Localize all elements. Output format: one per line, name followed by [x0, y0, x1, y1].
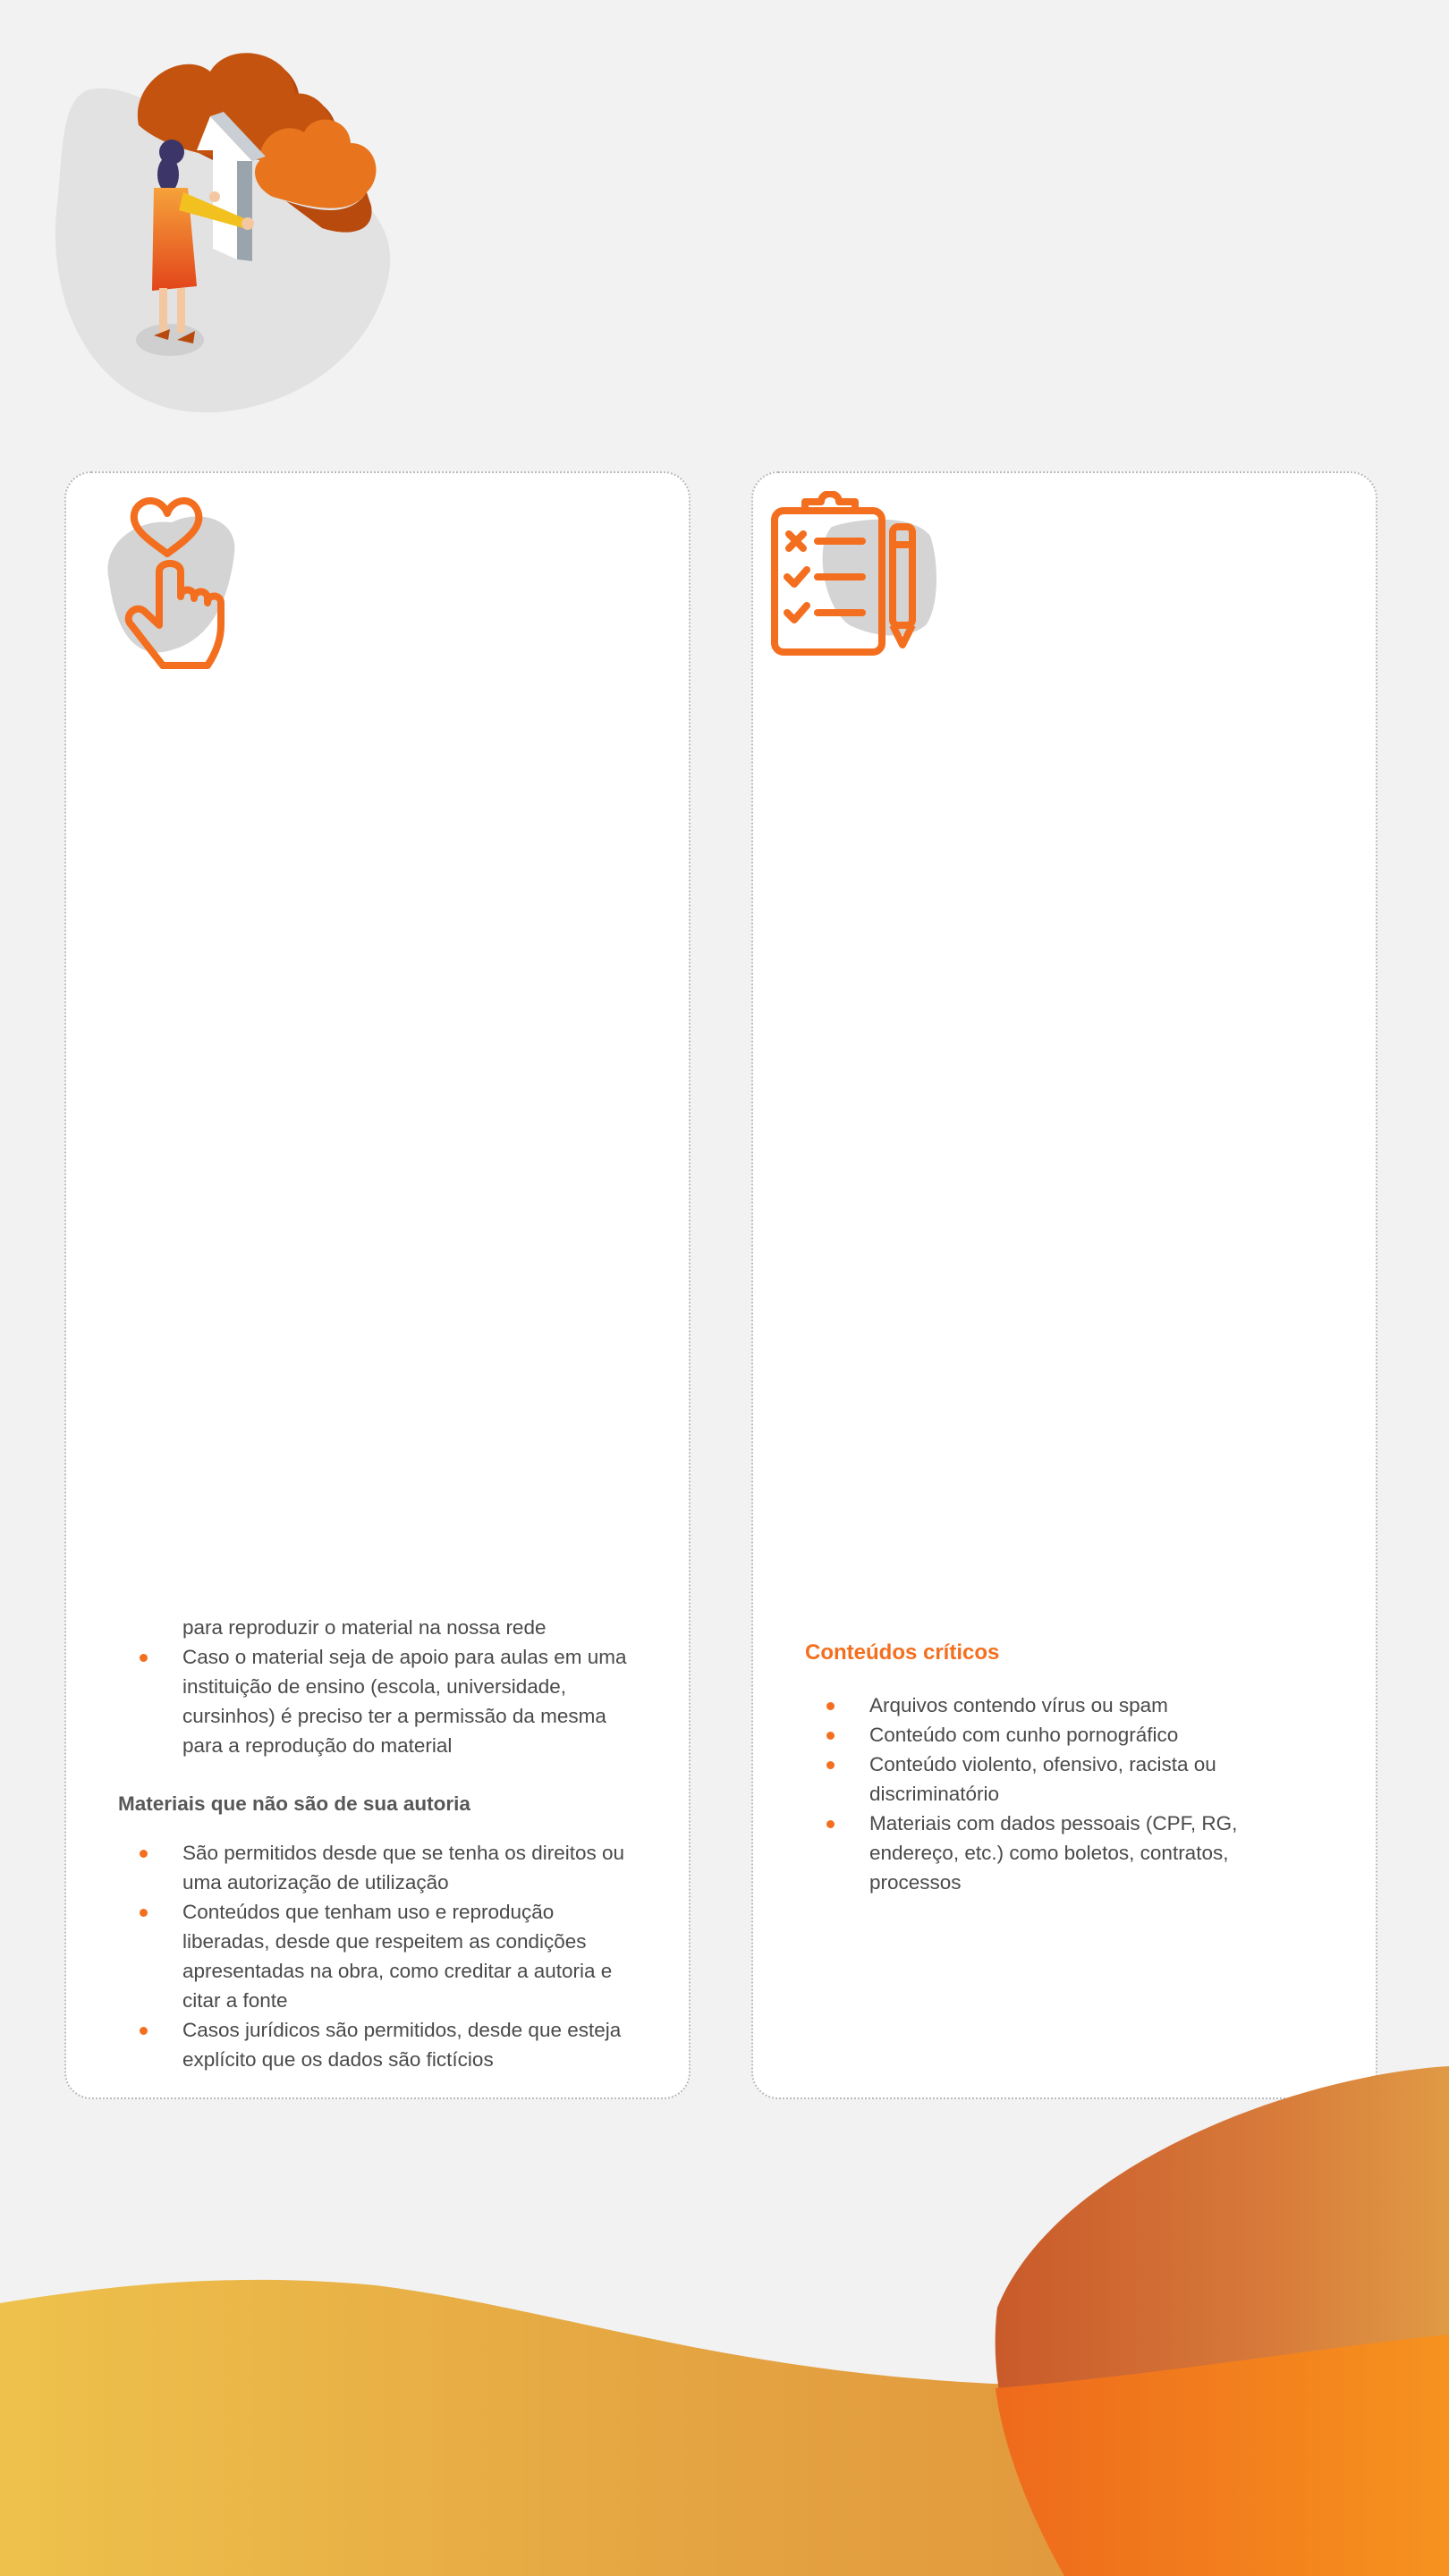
list-item: Conteúdo violento, ofensivo, racista ou discriminatório — [805, 1750, 1322, 1809]
section-heading: Materiais que não são de sua autoria — [118, 1792, 470, 1815]
list-item: Arquivos contendo vírus ou spam — [805, 1690, 1322, 1720]
critical-bullet-list — [805, 1690, 1322, 1897]
list-item: Casos jurídicos são permitidos, desde que esteja explícito que os dados são fictícios — [118, 2015, 631, 2074]
heart-hand-icon — [82, 491, 261, 670]
footer-waves — [0, 2039, 1449, 2576]
left-bullet-list-top — [118, 1642, 631, 1760]
clipboard-checklist-icon — [769, 491, 948, 670]
list-item: Caso o material seja de apoio para aulas em uma instituição de ensino (escola, universidade, cursinhos) é preciso ter a permissão da mesma para a reprodução do material — [118, 1642, 631, 1760]
rights-card — [64, 471, 691, 2099]
list-item: Conteúdos que tenham uso e reprodução liberadas, desde que respeitem as condições apresentadas na obra, como creditar a autoria e citar a fonte — [118, 1897, 631, 2015]
critical-content-card — [751, 471, 1377, 2099]
list-item: Materiais com dados pessoais (CPF, RG, endereço, etc.) como boletos, contratos, processos — [805, 1809, 1322, 1897]
continued-text: para reproduzir o material na nossa rede — [182, 1616, 547, 1639]
cloud-upload-illustration — [54, 27, 411, 420]
list-item: Conteúdo com cunho pornográfico — [805, 1720, 1322, 1750]
critical-heading: Conteúdos críticos — [805, 1640, 1000, 1665]
list-item: São permitidos desde que se tenha os direitos ou uma autorização de utilização — [118, 1838, 631, 1897]
